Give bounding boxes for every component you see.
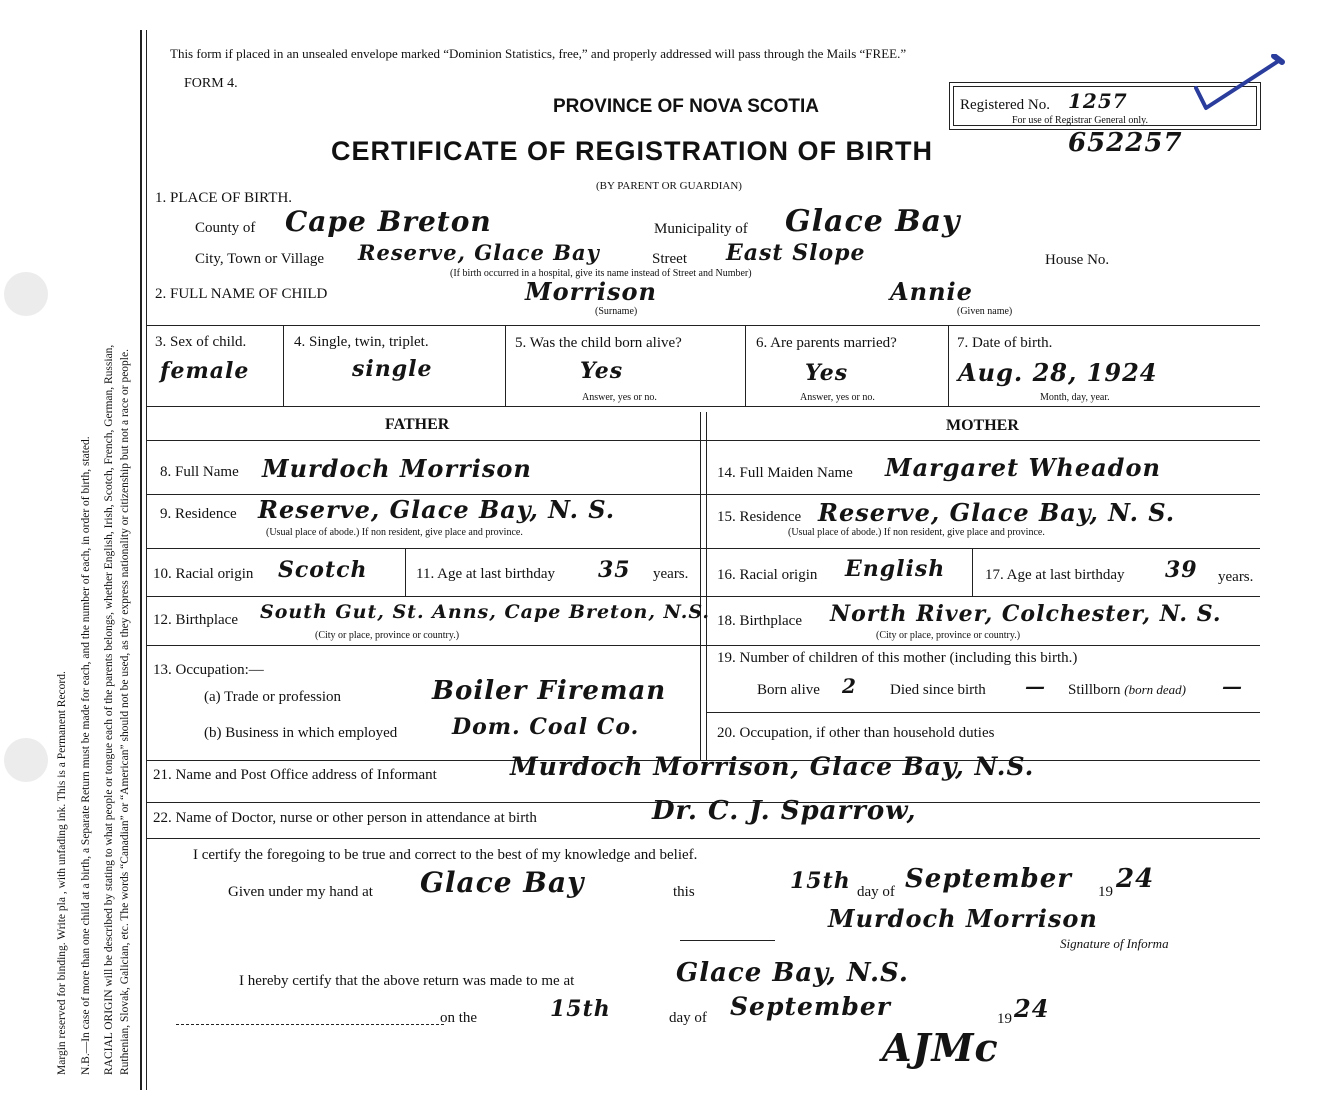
sex-label: 3. Sex of child. — [155, 334, 247, 350]
given-caption: (Given name) — [957, 306, 1013, 317]
dob-value: Aug. 28, 1924 — [958, 358, 1158, 387]
cert-day-value: 15th — [790, 868, 851, 894]
registrar-place-value: Glace Bay, N.S. — [676, 958, 909, 988]
margin-note-1: Margin reserved for binding. Write pla , with unfading ink. This is a Permanent Record. — [56, 671, 68, 1075]
city-value: Reserve, Glace Bay — [358, 240, 600, 265]
plurality-value: single — [352, 356, 433, 382]
mother-residence-value: Reserve, Glace Bay, N. S. — [818, 498, 1176, 527]
child-surname-value: Morrison — [525, 277, 657, 306]
father-age-label: 11. Age at last birthday — [416, 566, 555, 582]
registrar-blank-line — [176, 1024, 444, 1025]
informant-label: 21. Name and Post Office address of Informant — [153, 767, 437, 783]
father-birthplace-value: South Gut, St. Anns, Cape Breton, N.S. — [260, 601, 710, 623]
father-name-label: 8. Full Name — [160, 464, 239, 480]
county-value: Cape Breton — [285, 205, 492, 238]
stillborn-label: Stillborn (born dead) — [1068, 682, 1187, 698]
child-given-value: Annie — [890, 277, 973, 306]
mother-years-label: years. — [1218, 569, 1254, 585]
place-of-birth-label: 1. PLACE OF BIRTH. — [155, 190, 293, 206]
margin-note-2: N.B.—In case of more than one child at a birth, a Separate Return must be made for each, and the number of each, in order of birth, stated. — [80, 436, 92, 1075]
mother-name-value: Margaret Wheadon — [885, 453, 1161, 482]
row3-top-line — [146, 325, 1260, 326]
punch-hole-bottom — [4, 738, 48, 782]
informant-signature: Murdoch Morrison — [828, 904, 1098, 933]
registrar-day-value: 15th — [550, 996, 611, 1022]
punch-hole-top — [4, 272, 48, 316]
parents-row-line-4 — [146, 596, 1260, 597]
alive-caption: Answer, yes or no. — [582, 392, 657, 403]
row3-divider-1 — [283, 325, 284, 406]
alive-label: 5. Was the child born alive? — [515, 335, 682, 351]
registered-value: 1257 — [1068, 89, 1128, 113]
center-divider-a — [700, 412, 701, 760]
stillborn-note: (born dead) — [1124, 682, 1187, 697]
married-caption: Answer, yes or no. — [800, 392, 875, 403]
surname-caption: (Surname) — [595, 306, 638, 317]
father-residence-caption: (Usual place of abode.) If non resident, give place and province. — [266, 527, 523, 538]
mother-birthplace-value: North River, Colchester, N. S. — [830, 601, 1222, 627]
dob-caption: Month, day, year. — [1040, 392, 1110, 403]
father-racial-value: Scotch — [278, 557, 368, 583]
mother-name-label: 14. Full Maiden Name — [717, 465, 853, 481]
mail-notice: This form if placed in an unsealed envelope marked “Dominion Statistics, free,” and properly addressed will pass through the Mails “FREE.” — [170, 46, 907, 61]
mother-racial-value: English — [845, 556, 946, 582]
mother-residence-label: 15. Residence — [717, 509, 802, 525]
registrar-day-of-label: day of — [669, 1010, 707, 1026]
municipality-value: Glace Bay — [785, 204, 961, 239]
municipality-label: Municipality of — [654, 221, 748, 237]
registrar-note: For use of Registrar General only. — [1012, 115, 1148, 126]
mother-children-label: 19. Number of children of this mother (including this birth.) — [717, 650, 1078, 666]
short-separator-line — [680, 940, 775, 941]
sex-value: female — [160, 358, 250, 384]
doctor-label: 22. Name of Doctor, nurse or other person in attendance at birth — [153, 810, 537, 826]
mother-age-value: 39 — [1165, 557, 1198, 583]
father-birthplace-label: 12. Birthplace — [153, 612, 238, 628]
certificate-number: 652257 — [1068, 128, 1183, 158]
row3-bottom-line — [146, 406, 1260, 407]
row3-divider-2 — [505, 325, 506, 406]
street-label: Street — [652, 251, 687, 267]
province-heading: PROVINCE OF NOVA SCOTIA — [553, 96, 820, 117]
row3-divider-3 — [745, 325, 746, 406]
registrar-signature: AJMc — [882, 1025, 999, 1070]
left-border-inner — [146, 30, 147, 1090]
mother-residence-caption: (Usual place of abode.) If non resident, give place and province. — [788, 527, 1045, 538]
center-divider-b — [706, 412, 707, 760]
registrar-year-value: 24 — [1014, 994, 1050, 1023]
alive-value: Yes — [580, 358, 624, 384]
father-birthplace-caption: (City or place, province or country.) — [315, 630, 460, 641]
mother-birthplace-caption: (City or place, province or country.) — [876, 630, 1021, 641]
born-alive-label: Born alive — [757, 682, 820, 698]
given-place-value: Glace Bay — [420, 866, 585, 899]
father-occupation-label: 13. Occupation:— — [153, 662, 264, 678]
blue-check-icon — [1190, 54, 1286, 118]
mother-row-line-6 — [706, 712, 1260, 713]
left-border-outer — [140, 30, 142, 1090]
row3-divider-4 — [948, 325, 949, 406]
mother-age-label: 17. Age at last birthday — [985, 567, 1125, 583]
registrar-month-value: September — [730, 992, 891, 1021]
page-title: CERTIFICATE OF REGISTRATION OF BIRTH — [331, 136, 933, 166]
house-label: House No. — [1045, 252, 1110, 268]
mother-racial-divider — [972, 548, 973, 596]
informant-value: Murdoch Morrison, Glace Bay, N.S. — [510, 752, 1035, 781]
father-name-value: Murdoch Morrison — [262, 454, 532, 483]
father-business-value: Dom. Coal Co. — [452, 714, 640, 740]
registrar-year-prefix: 19 — [997, 1011, 1012, 1027]
certify-statement: I certify the foregoing to be true and correct to the best of my knowledge and belief. — [193, 847, 698, 863]
page-subtitle: (BY PARENT OR GUARDIAN) — [596, 180, 742, 192]
died-value: — — [1025, 674, 1046, 698]
mother-heading: MOTHER — [946, 417, 1019, 434]
given-under-label: Given under my hand at — [228, 884, 373, 900]
cert-year-prefix: 19 — [1098, 884, 1113, 900]
child-name-label: 2. FULL NAME OF CHILD — [155, 286, 328, 302]
margin-note-3: RACIAL ORIGIN will be described by stating to what people or tongue each of the parents belongs, whether English, Irish, Scotch, French, German, Russian, — [103, 344, 115, 1075]
father-years-label: years. — [653, 566, 689, 582]
parents-row-line-3 — [146, 548, 1260, 549]
street-value: East Slope — [726, 240, 866, 266]
mother-birthplace-label: 18. Birthplace — [717, 613, 802, 629]
city-label: City, Town or Village — [195, 251, 325, 267]
died-label: Died since birth — [890, 682, 986, 698]
father-residence-value: Reserve, Glace Bay, N. S. — [258, 495, 616, 524]
father-racial-divider — [405, 548, 406, 596]
registrar-statement: I hereby certify that the above return was made to me at — [239, 973, 575, 989]
margin-note-4: Ruthenian, Slovak, Galician, etc. The words “Canadian” or “American” should not be used, as they express nationality or citizenship but not a race or people. — [119, 349, 131, 1075]
father-trade-label: (a) Trade or profession — [204, 689, 342, 705]
on-the-label: on the — [440, 1010, 478, 1026]
stillborn-value: — — [1222, 674, 1243, 698]
this-label: this — [673, 884, 695, 900]
county-label: County of — [195, 220, 256, 236]
mother-occupation-label: 20. Occupation, if other than household duties — [717, 725, 995, 741]
doctor-row-line — [146, 838, 1260, 839]
dob-label: 7. Date of birth. — [957, 335, 1053, 351]
hospital-note: (If birth occurred in a hospital, give its name instead of Street and Number) — [450, 268, 752, 279]
father-age-value: 35 — [598, 557, 631, 583]
form-number: FORM 4. — [184, 76, 238, 91]
doctor-value: Dr. C. J. Sparrow, — [652, 796, 917, 826]
married-label: 6. Are parents married? — [756, 335, 897, 351]
plurality-label: 4. Single, twin, triplet. — [294, 334, 429, 350]
father-heading: FATHER — [385, 416, 450, 433]
born-alive-value: 2 — [842, 674, 857, 698]
parents-row-line-1 — [146, 440, 1260, 441]
registered-label: Registered No. — [960, 97, 1050, 113]
father-trade-value: Boiler Fireman — [432, 676, 667, 706]
father-business-label: (b) Business in which employed — [204, 725, 398, 741]
signature-caption: Signature of Informa — [1060, 936, 1169, 951]
cert-day-of-label: day of — [857, 884, 895, 900]
married-value: Yes — [805, 360, 849, 386]
mother-racial-label: 16. Racial origin — [717, 567, 818, 583]
cert-month-value: September — [905, 864, 1072, 894]
father-residence-label: 9. Residence — [160, 506, 237, 522]
father-racial-label: 10. Racial origin — [153, 566, 254, 582]
parents-row-line-5 — [146, 645, 1260, 646]
cert-year-value: 24 — [1116, 864, 1155, 894]
